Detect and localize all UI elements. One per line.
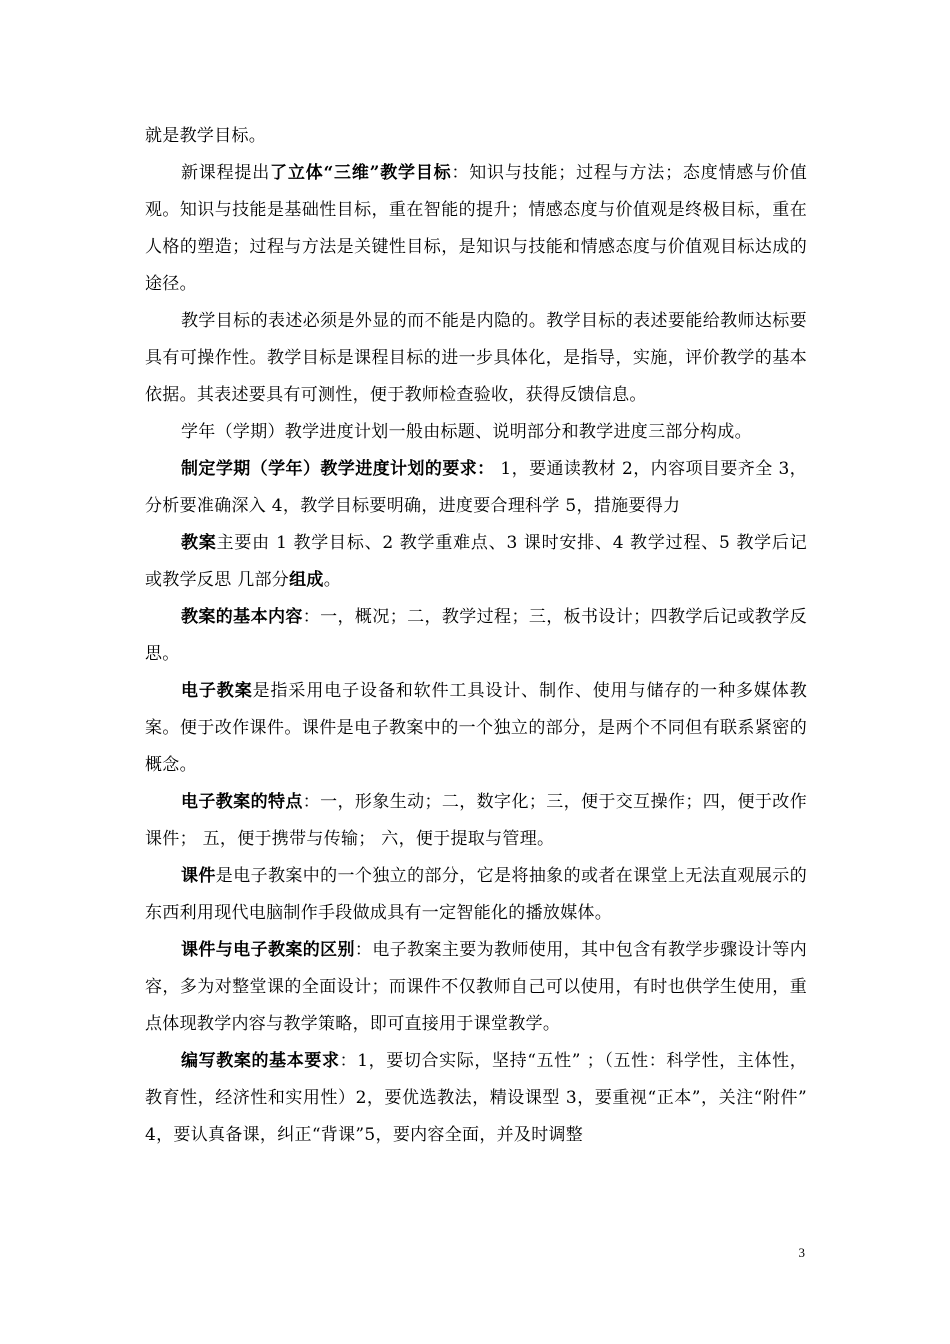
paragraph-text: 主要由 1 教学目标、2 教学重难点、3 课时安排、4 教学过程、5 教学后记或教学反思 几部分 — [145, 533, 807, 590]
paragraph-text: ：1，要切合实际，坚持“五性” ；（五性：科学性，主体性，教育性，经济性和实用性）2，要优选教法，精设课型 3，要重视“正本”，关注“附件” 4，要认真备课，纠正“背课”5，要内容全面，并及时调整 — [145, 1051, 807, 1145]
paragraph — [145, 784, 807, 858]
bold-term: 电子教案的特点 — [181, 792, 303, 812]
paragraph-text: ：电子教案主要为教师使用，其中包含有教学步骤设计等内容，多为对整堂课的全面设计；而课件不仅教师自己可以使用，有时也供学生使用，重点体现教学内容与教学策略，即可直接用于课堂教学。 — [145, 940, 807, 1034]
paragraph — [145, 1043, 807, 1154]
document-body — [145, 118, 807, 1154]
paragraph-text: 。 — [323, 570, 342, 590]
bold-term: 教案的基本内容 — [181, 607, 303, 627]
paragraph — [145, 451, 807, 525]
bold-term: 编写教案的基本要求 — [181, 1051, 340, 1071]
paragraph-text: ：一，概况；二，教学过程；三，板书设计；四教学后记或教学反思。 — [145, 607, 807, 664]
paragraph — [145, 932, 807, 1043]
paragraph-text: 学年（学期）教学进度计划一般由标题、说明部分和教学进度三部分构成。 — [181, 422, 752, 442]
paragraph-text: 是电子教案中的一个独立的部分，它是将抽象的或者在课堂上无法直观展示的东西利用现代电脑制作手段做成具有一定智能化的播放媒体。 — [145, 866, 808, 923]
paragraph-text: ：一，形象生动；二，数字化；三，便于交互操作；四，便于改作课件； 五，便于携带与传输； 六，便于提取与管理。 — [145, 792, 807, 849]
bold-term: 制定学期（学年）教学进度计划的要求： — [181, 459, 495, 479]
paragraph-text: 教学目标的表述必须是外显的而不能是内隐的。教学目标的表述要能给教师达标要具有可操作性。教学目标是课程目标的进一步具体化，是指导，实施，评价教学的基本依据。其表述要具有可测性，便于教师检查验收，获得反馈信息。 — [145, 311, 807, 405]
paragraph-text: 是指采用电子设备和软件工具设计、制作、使用与储存的一种多媒体教案。便于改作课件。课件是电子教案中的一个独立的部分，是两个不同但有联系紧密的概念。 — [145, 681, 807, 775]
paragraph — [145, 599, 807, 673]
paragraph — [145, 525, 807, 599]
paragraph-text: 新课程提出 — [181, 163, 271, 183]
page-number: 3 — [798, 1245, 805, 1260]
bold-term: 组成 — [289, 570, 324, 590]
paragraph-text: 就是教学目标。 — [145, 126, 267, 146]
bold-term: 教案 — [181, 533, 217, 553]
bold-term: 课件与电子教案的区别 — [181, 940, 355, 960]
paragraph — [145, 155, 807, 303]
bold-term: 课件 — [181, 866, 216, 886]
paragraph — [145, 858, 807, 932]
paragraph-text: 1，要通读教材 2，内容项目要齐全 3，分析要准确深入 4，教学目标要明确，进度要合理科学 5，措施要得力 — [145, 459, 807, 516]
paragraph-text: ：知识与技能；过程与方法；态度情感与价值观。知识与技能是基础性目标，重在智能的提升；情感态度与价值观是终极目标，重在人格的塑造；过程与方法是关键性目标，是知识与技能和情感态度与价值观目标达成的途径。 — [145, 163, 808, 294]
paragraph — [145, 303, 807, 414]
paragraph — [145, 118, 807, 155]
paragraph — [145, 414, 807, 451]
bold-term: 了立体“三维”教学目标 — [270, 163, 452, 183]
bold-term: 电子教案 — [181, 681, 253, 701]
paragraph — [145, 673, 807, 784]
